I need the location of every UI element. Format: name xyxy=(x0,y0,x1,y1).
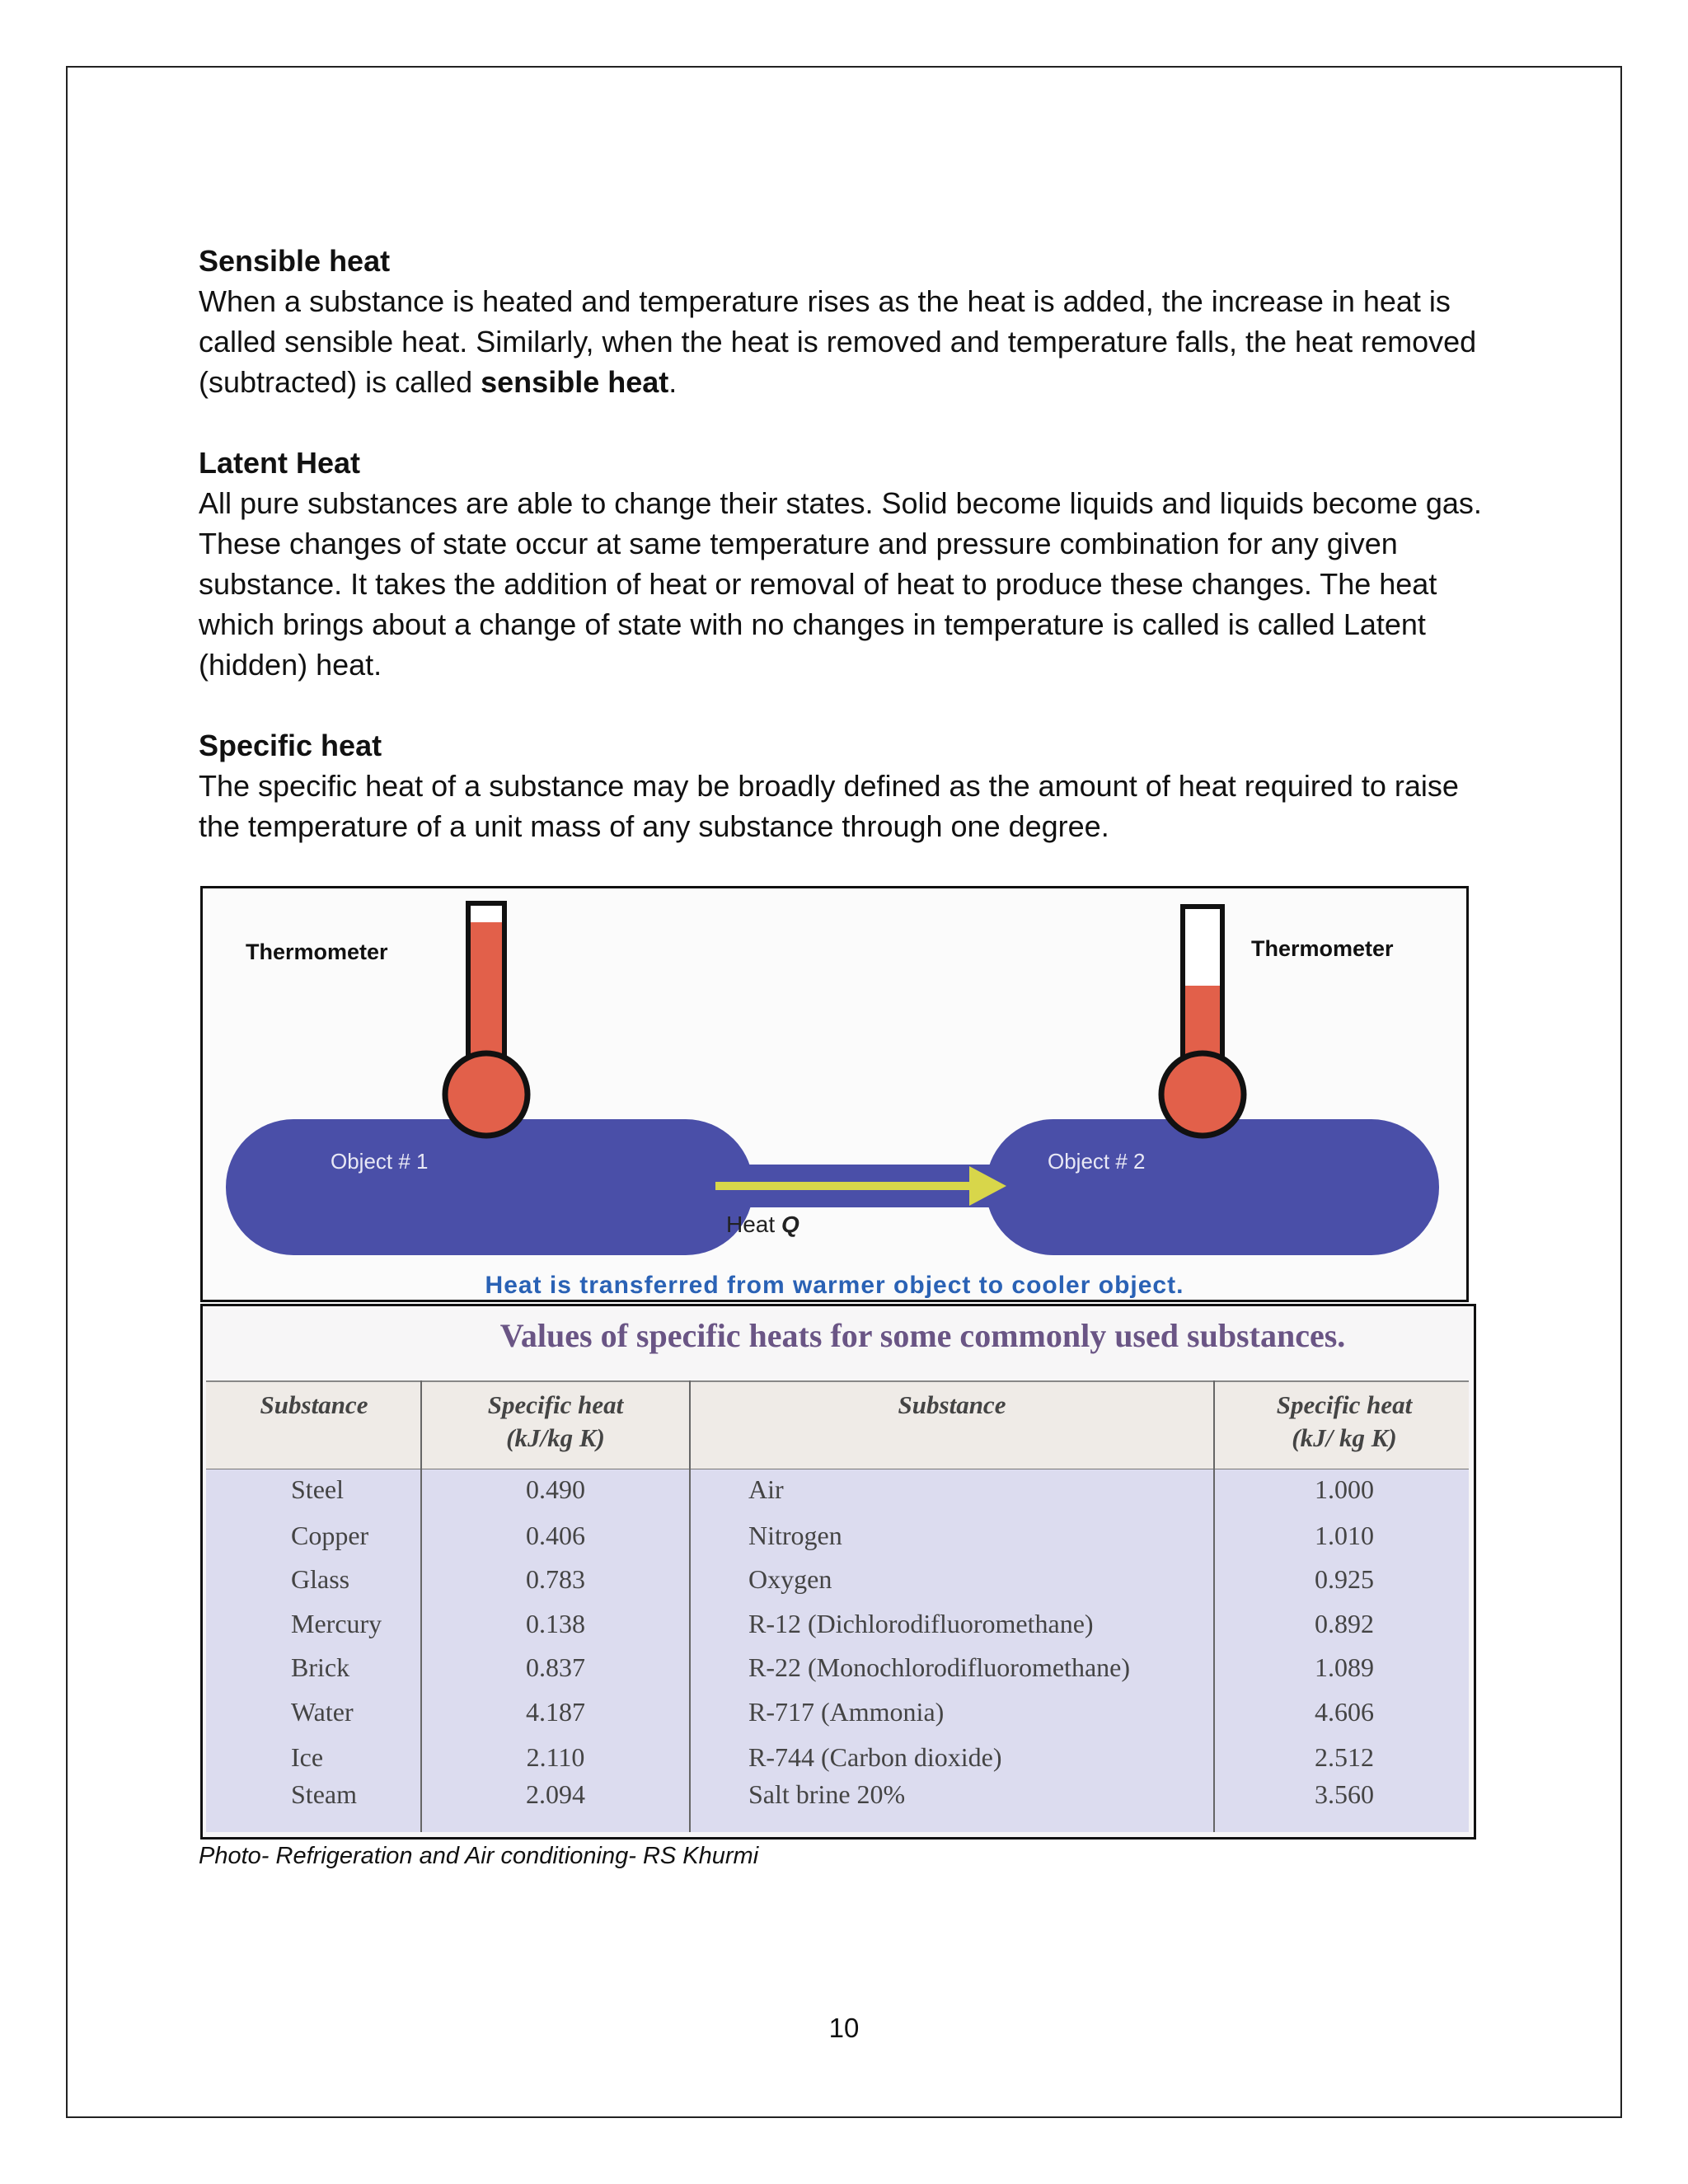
section-heading: Specific heat xyxy=(199,729,382,762)
heat-label-text: Heat xyxy=(726,1212,781,1237)
section-heading: Latent Heat xyxy=(199,446,361,480)
cell-specific-heat-1: 0.138 xyxy=(526,1609,585,1638)
cell-specific-heat-1: 0.783 xyxy=(526,1564,585,1594)
header-unit: (kJ/kg K) xyxy=(506,1423,605,1452)
cell-specific-heat-1: 2.110 xyxy=(526,1742,585,1772)
heat-q-label xyxy=(726,1212,799,1238)
cell-substance-1: Steam xyxy=(291,1779,357,1809)
cell-specific-heat-1: 0.406 xyxy=(526,1521,585,1550)
header-unit: (kJ/ kg K) xyxy=(1292,1423,1397,1452)
cell-substance-1: Copper xyxy=(291,1521,369,1550)
cell-substance-2: Oxygen xyxy=(748,1564,832,1594)
cell-specific-heat-2: 4.606 xyxy=(1315,1697,1374,1727)
cell-specific-heat-1: 0.837 xyxy=(526,1652,585,1682)
cell-substance-1: Brick xyxy=(291,1652,350,1682)
header-substance-2: Substance xyxy=(898,1390,1006,1419)
figure-caption: Heat is transferred from warmer object to cooler object. xyxy=(485,1272,1184,1299)
object-2-label: Object # 2 xyxy=(1048,1149,1146,1174)
table-title xyxy=(203,1316,1474,1355)
cell-specific-heat-2: 2.512 xyxy=(1315,1742,1374,1772)
cell-specific-heat-2: 0.892 xyxy=(1315,1609,1374,1638)
object-2-shape xyxy=(986,1119,1439,1255)
cell-substance-2: Air xyxy=(748,1474,784,1504)
cell-substance-2: Nitrogen xyxy=(748,1521,842,1550)
specific-heat-table xyxy=(200,1304,1476,1840)
cell-specific-heat-2: 1.089 xyxy=(1315,1652,1374,1682)
cell-substance-1: Ice xyxy=(291,1742,324,1772)
left-thermometer-bulb xyxy=(445,1053,528,1136)
heat-q-symbol: Q xyxy=(781,1212,799,1237)
cell-specific-heat-2: 1.000 xyxy=(1315,1474,1374,1504)
column-divider xyxy=(689,1380,691,1832)
header-specific-heat-2 xyxy=(1217,1389,1472,1455)
cell-specific-heat-2: 1.010 xyxy=(1315,1521,1374,1550)
cell-substance-2: Salt brine 20% xyxy=(748,1779,906,1809)
section-specific-heat xyxy=(199,725,1501,846)
photo-credit: Photo- Refrigeration and Air conditioning- RS Khurmi xyxy=(199,1843,759,1869)
header-specific-heat-1 xyxy=(424,1389,687,1455)
section-heading: Sensible heat xyxy=(199,244,391,278)
header-line: Specific heat xyxy=(487,1390,624,1419)
body-bold-term: sensible heat xyxy=(481,365,669,399)
cell-specific-heat-2: 3.560 xyxy=(1315,1779,1374,1809)
section-body: The specific heat of a substance may be broadly defined as the amount of heat required to raise the temperature of a unit mass of any substance through one degree. xyxy=(199,769,1459,843)
section-sensible-heat xyxy=(199,241,1501,402)
section-body: All pure substances are able to change their states. Solid become liquids and liquids become gas. These changes of state occur at same temperature and pressure combination for any given substance. It takes the addition of heat or removal of heat to produce these changes. The heat which brings about a change of state with no changes in temperature is called is called Latent (hidden) heat. xyxy=(199,486,1482,682)
header-substance-1: Substance xyxy=(260,1390,368,1419)
body-end: . xyxy=(668,365,678,399)
cell-substance-1: Steel xyxy=(291,1474,344,1504)
right-thermometer-label: Thermometer xyxy=(1251,936,1394,961)
cell-substance-1: Mercury xyxy=(291,1609,382,1638)
object-1-label: Object # 1 xyxy=(331,1149,429,1174)
section-latent-heat xyxy=(199,443,1501,685)
cell-substance-2: R-744 (Carbon dioxide) xyxy=(748,1742,1002,1772)
body-text: When a substance is heated and temperature rises as the heat is added, the increase in heat is called sensible heat. Similarly, when the heat is removed and temperature falls, the heat removed (subtracted) is called xyxy=(199,284,1477,399)
header-line: Specific heat xyxy=(1276,1390,1413,1419)
right-thermometer-bulb xyxy=(1161,1053,1244,1136)
section-body xyxy=(199,281,1501,402)
cell-specific-heat-1: 2.094 xyxy=(526,1779,585,1809)
column-divider xyxy=(420,1380,422,1832)
cell-substance-2: R-12 (Dichlorodifluoromethane) xyxy=(748,1609,1094,1638)
cell-specific-heat-2: 0.925 xyxy=(1315,1564,1374,1594)
heat-transfer-figure xyxy=(200,886,1469,1302)
cell-specific-heat-1: 0.490 xyxy=(526,1474,585,1504)
cell-substance-1: Water xyxy=(291,1697,354,1727)
cell-substance-2: R-22 (Monochlorodifluoromethane) xyxy=(748,1652,1130,1682)
column-divider xyxy=(1213,1380,1215,1832)
page-number: 10 xyxy=(828,2013,860,2043)
object-1-shape xyxy=(226,1119,753,1255)
cell-substance-1: Glass xyxy=(291,1564,350,1594)
left-thermometer-label: Thermometer xyxy=(246,940,388,964)
left-thermometer-mercury xyxy=(471,922,502,1063)
cell-substance-2: R-717 (Ammonia) xyxy=(748,1697,945,1727)
table-title-text: Values of specific heats for some commonly used substances. xyxy=(499,1317,1346,1354)
cell-specific-heat-1: 4.187 xyxy=(526,1697,585,1727)
